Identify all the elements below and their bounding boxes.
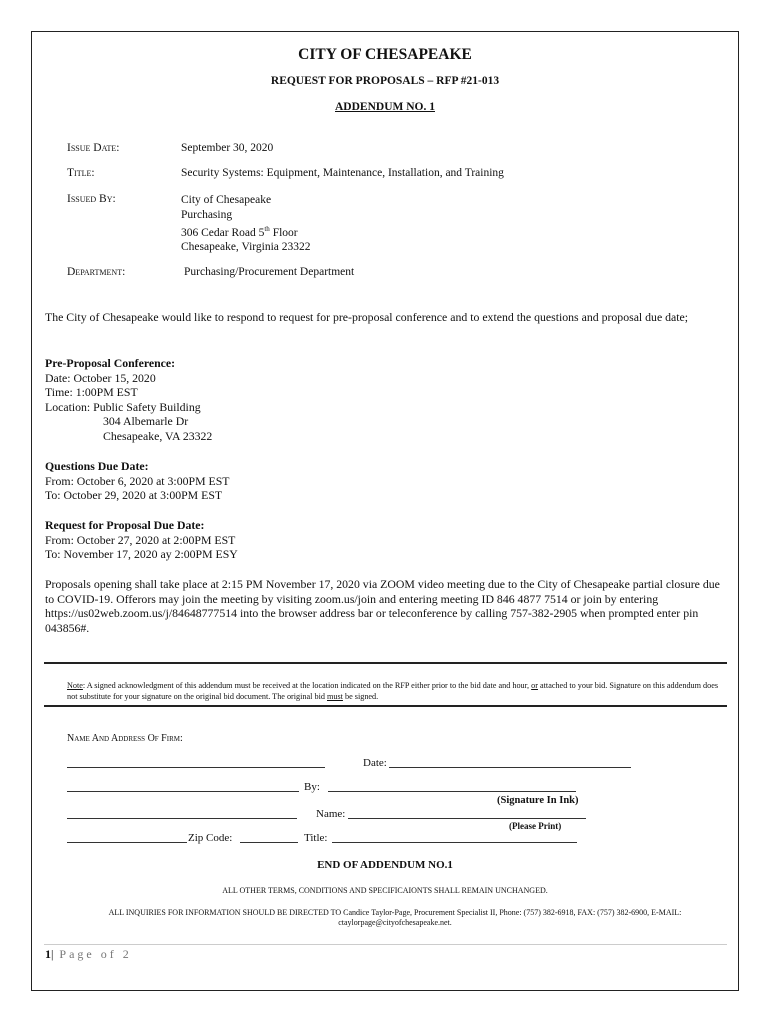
signature-caption: (Signature In Ink): [497, 795, 579, 806]
issued-by-value: City of Chesapeake Purchasing 306 Cedar Road 5th Floor Chesapeake, Virginia 23322: [181, 194, 311, 254]
preproposal-section: Pre-Proposal Conference: Date: October 15, 2020 Time: 1:00PM EST Location: Public Safety Building 304 Albemarle Dr Chesapeake, VA 23322: [45, 356, 725, 443]
firm-line-3[interactable]: [67, 808, 297, 819]
end-of-addendum: END OF ADDENDUM NO.1: [317, 859, 453, 871]
rfp-due-section: Request for Proposal Due Date: From: October 27, 2020 at 2:00PM EST To: November 17, 2020 ay 2:00PM ESY: [45, 518, 725, 562]
title-field-label: Title:: [304, 832, 328, 844]
intro-paragraph: The City of Chesapeake would like to respond to request for pre-proposal conference and to extend the questions and proposal due date;: [45, 310, 689, 324]
opening-paragraph: Proposals opening shall take place at 2:15 PM November 17, 2020 via ZOOM video meeting due to the City of Chesapeake partial closure due to COVID-19. Offerors may join the meeting by visiting zoom.us/join and entering meeting ID 846 4877 7514 or join by entering https://us02web.zoom.us/j/84648777514 into the browser address bar or teleconference by calling 757-382-2905 when prompted enter pin 043856#.: [45, 577, 720, 635]
preproposal-heading: Pre-Proposal Conference:: [45, 356, 176, 370]
department-label: Department:: [67, 266, 126, 278]
name-line[interactable]: [348, 808, 586, 819]
title-value: Security Systems: Equipment, Maintenance, Installation, and Training: [181, 167, 504, 179]
name-label: Name:: [316, 808, 346, 820]
note-paragraph: Note: A signed acknowledgment of this addendum must be received at the location indicated on the RFP either prior to the bid date and hour, or attached to your bid. Signature on this addendum does not substitute for your signature on the original bid document. The original bid must be signed.: [67, 681, 719, 701]
footer-divider: [44, 944, 727, 945]
zip-label: Zip Code:: [188, 832, 233, 844]
firm-line-4[interactable]: [67, 832, 187, 843]
firm-line-1[interactable]: [67, 757, 325, 768]
questions-section: Questions Due Date: From: October 6, 2020 at 3:00PM EST To: October 29, 2020 at 3:00PM EST: [45, 459, 725, 503]
issued-by-label: Issued By:: [67, 193, 116, 205]
addendum-title: ADDENDUM NO. 1: [335, 101, 435, 113]
divider-bottom: [44, 705, 727, 707]
firm-line-2[interactable]: [67, 781, 299, 792]
firm-label: Name And Address Of Firm:: [67, 733, 183, 744]
rfp-due-heading: Request for Proposal Due Date:: [45, 518, 205, 532]
inquiries-statement: ALL INQUIRIES FOR INFORMATION SHOULD BE DIRECTED TO Candice Taylor-Page, Procurement Specialist II, Phone: (757) 382-6918, FAX: (757) 382-6900, E-MAIL: ctaylorpage@cityofchesapeake.net.: [108, 908, 682, 927]
by-label: By:: [304, 781, 320, 793]
title-label: Title:: [67, 167, 95, 179]
questions-heading: Questions Due Date:: [45, 459, 149, 473]
divider-top: [44, 662, 727, 664]
zip-line[interactable]: [240, 832, 298, 843]
title-line[interactable]: [332, 832, 577, 843]
rfp-title: REQUEST FOR PROPOSALS – RFP #21-013: [270, 75, 500, 87]
page-label: Page of 2: [59, 947, 132, 961]
print-caption: (Please Print): [509, 821, 562, 831]
date-line[interactable]: [389, 757, 631, 768]
page-number: 1: [45, 947, 51, 961]
date-label: Date:: [363, 757, 387, 769]
terms-statement: ALL OTHER TERMS, CONDITIONS AND SPECIFICAIONTS SHALL REMAIN UNCHANGED.: [222, 886, 548, 895]
signature-line[interactable]: [328, 781, 576, 792]
issue-date-label: Issue Date:: [67, 142, 120, 154]
department-value: Purchasing/Procurement Department: [184, 266, 355, 278]
issue-date-value: September 30, 2020: [181, 142, 274, 154]
page-footer: 1| Page of 2: [45, 947, 132, 961]
city-title: CITY OF CHESAPEAKE: [298, 46, 472, 63]
